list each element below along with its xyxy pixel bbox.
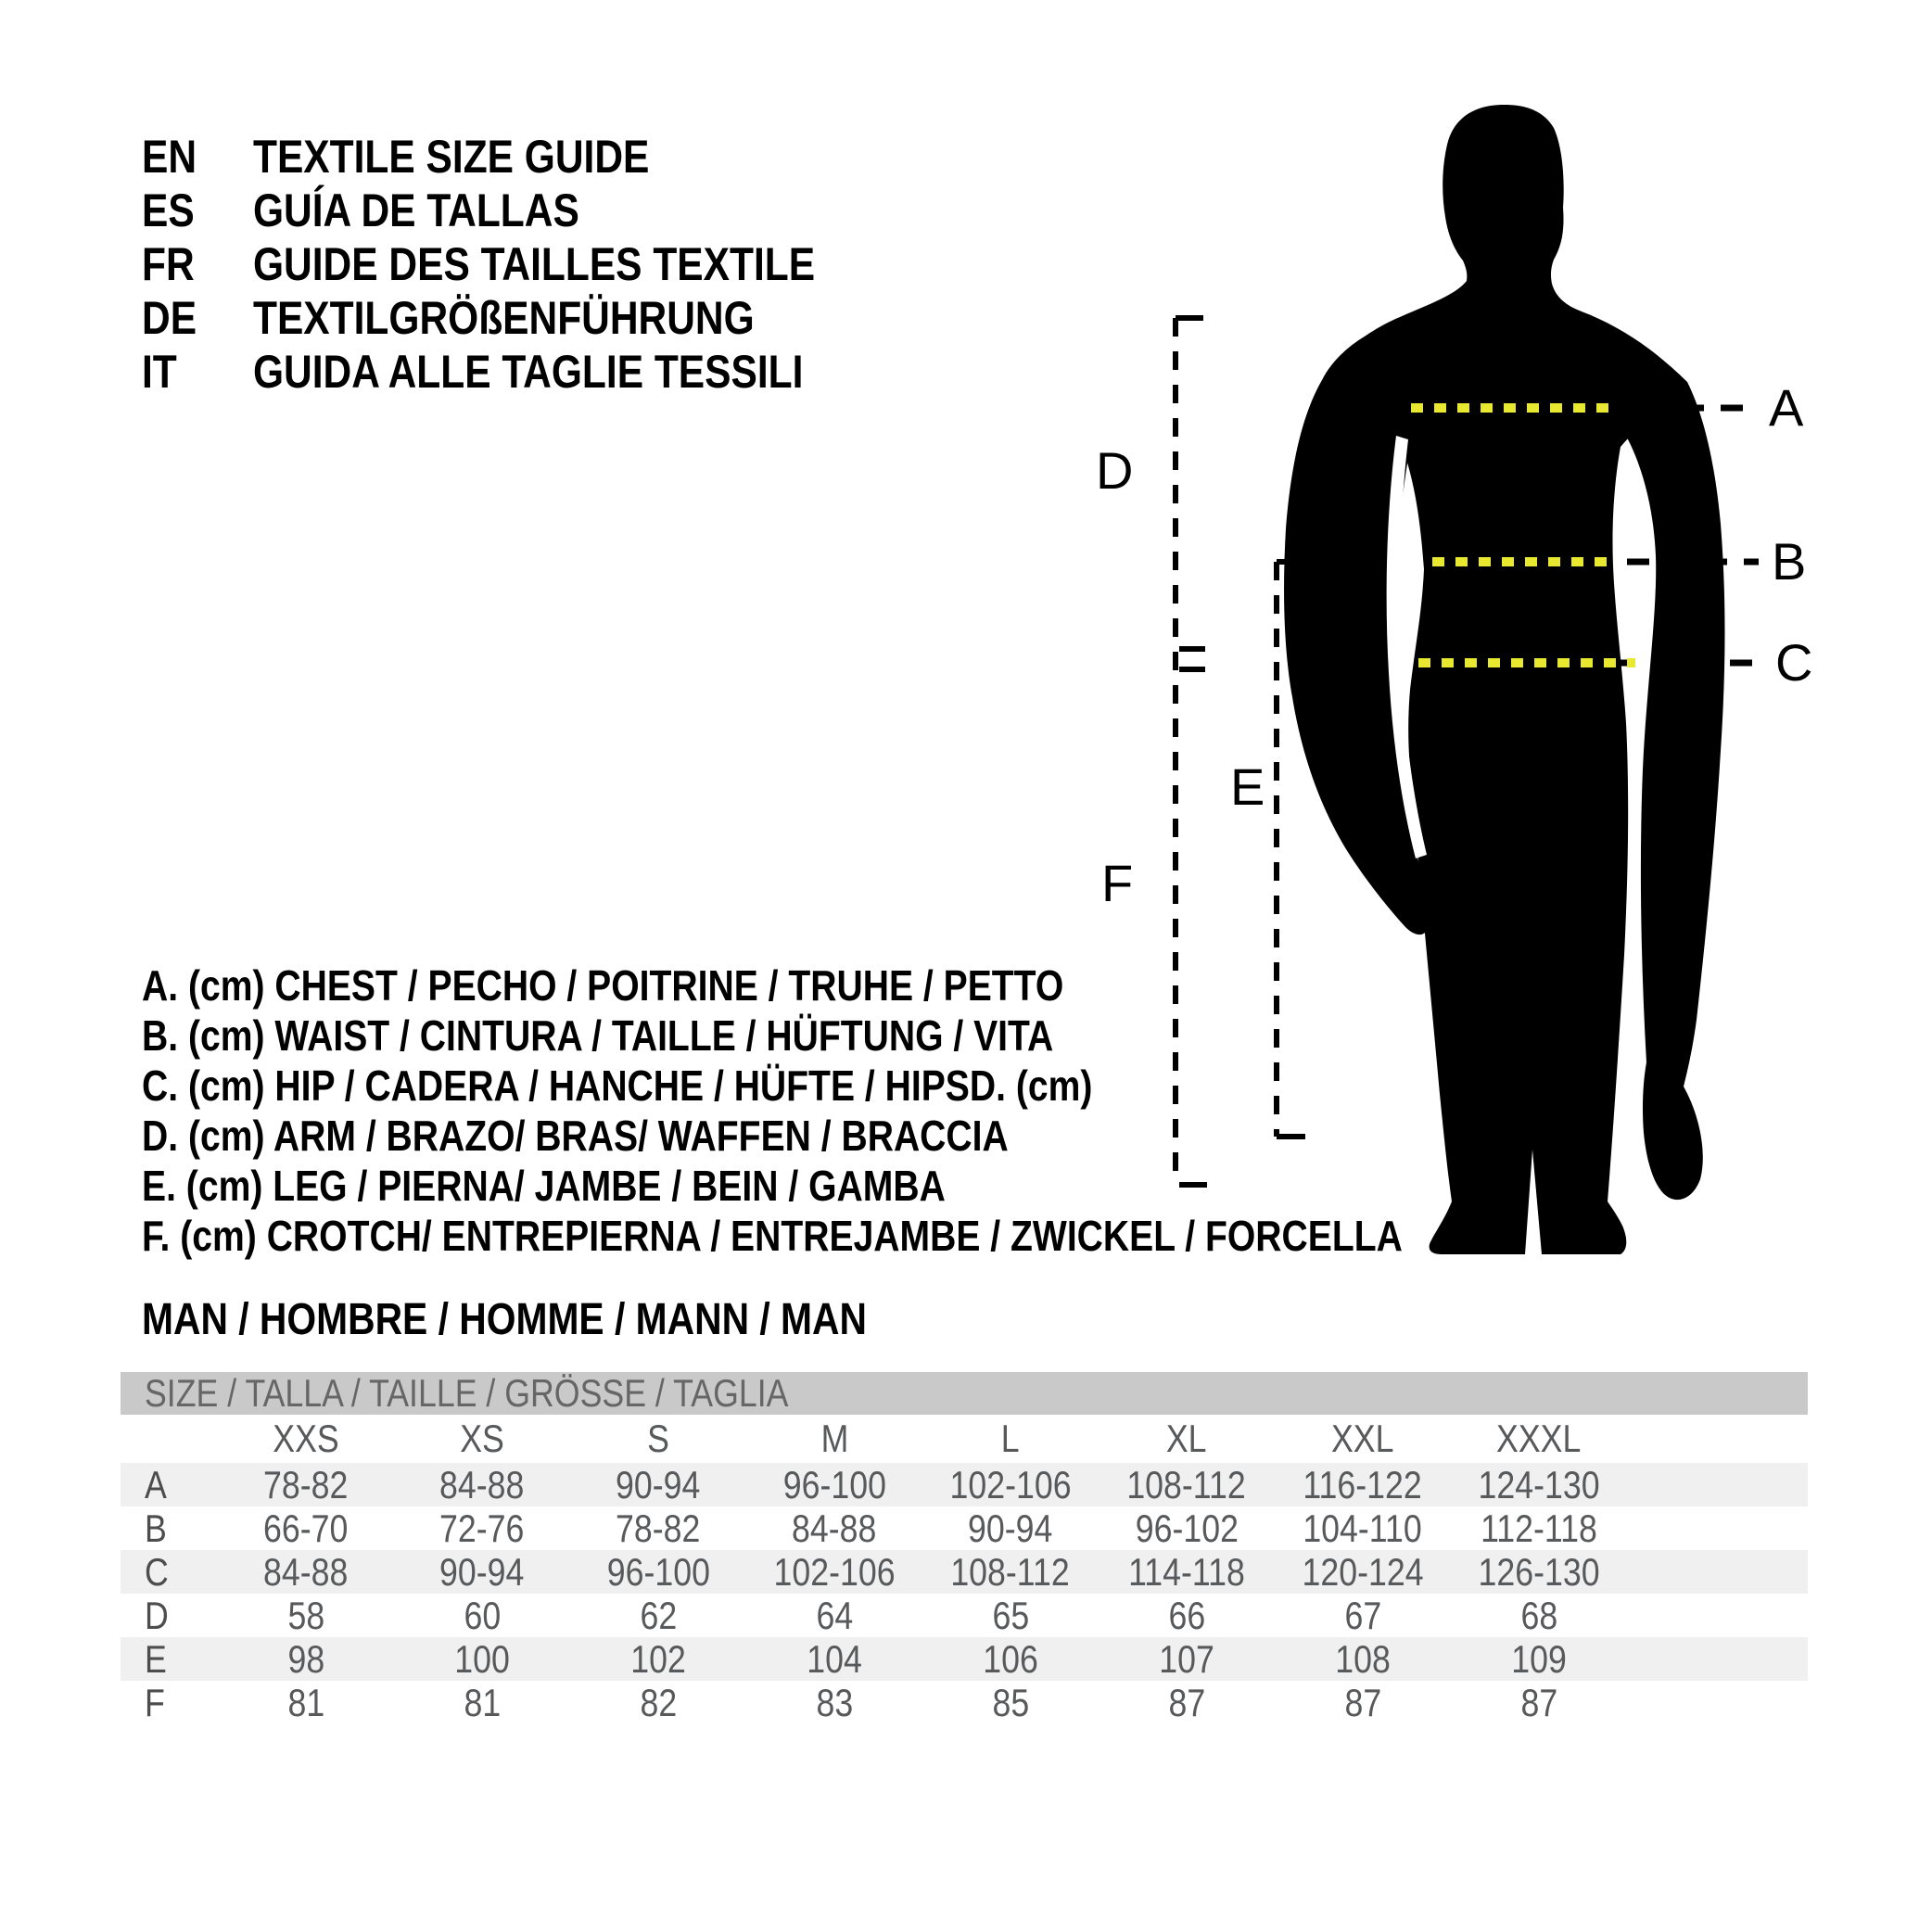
size-column-header [1275,1417,1451,1461]
table-cell [570,1637,746,1682]
guide-title-fr: GUIDE DES TAILLES TEXTILE [253,238,816,290]
size-column-header-text: XXL [1331,1417,1394,1460]
table-cell [394,1637,570,1682]
table-cell-text: 114-118 [1128,1550,1245,1594]
table-cell [1099,1681,1275,1725]
marker-label-leg: E [1230,757,1265,816]
legend-line-leg [142,1161,1625,1211]
row-label-text: E [145,1637,167,1681]
table-cell [746,1681,922,1725]
table-cell-text: 104-110 [1303,1506,1423,1550]
table-row [121,1506,1808,1550]
table-cell-text: 102 [630,1637,686,1681]
table-cell-text: 126-130 [1478,1550,1600,1594]
table-cell-text: 98 [287,1637,324,1681]
table-cell [570,1506,746,1551]
table-cell-text: 112-118 [1481,1506,1597,1550]
table-cell [746,1550,922,1595]
row-label [121,1463,218,1507]
language-code-text: FR [142,238,195,290]
table-row [121,1681,1808,1724]
language-code-text: DE [142,292,197,344]
marker-label-chest: A [1769,378,1804,437]
table-row [121,1637,1808,1681]
row-label-text: A [145,1463,167,1506]
size-column-header [1451,1417,1627,1461]
marker-label-arm: D [1096,441,1134,500]
table-cell-text: 85 [992,1681,1029,1724]
table-cell [570,1463,746,1507]
legend-line-crotch [142,1211,1625,1261]
table-cell-text: 96-100 [606,1550,710,1594]
table-cell-text: 66-70 [263,1506,349,1550]
row-label-text: B [145,1506,167,1550]
size-column-header [394,1417,570,1461]
table-cell-text: 81 [287,1681,324,1724]
row-label [121,1594,218,1638]
table-cell-text: 64 [816,1594,853,1637]
size-column-header [922,1417,1099,1461]
table-cell [394,1594,570,1638]
table-cell-text: 90-94 [968,1506,1053,1550]
table-cell-text: 96-102 [1135,1506,1239,1550]
legend-text: D. (cm) ARM / BRAZO/ BRAS/ WAFFEN / BRACCIA [142,1112,1009,1160]
table-cell [1099,1506,1275,1551]
marker-label-hip: C [1775,633,1813,692]
size-column-header-text: XXS [273,1417,339,1460]
table-cell-text: 102-106 [949,1463,1072,1506]
legend-text: F. (cm) CROTCH/ ENTREPIERNA / ENTREJAMBE / ZWICKEL / FORCELLA [142,1212,1403,1260]
table-cell [570,1594,746,1638]
table-cell [218,1506,394,1551]
legend-line-arm [142,1111,1625,1161]
table-cell [922,1637,1099,1682]
legend-text: E. (cm) LEG / PIERNA/ JAMBE / BEIN / GAMBA [142,1162,946,1210]
table-cell-text: 90-94 [439,1550,525,1594]
table-cell-text: 107 [1159,1637,1214,1681]
table-cell [1275,1594,1451,1638]
size-table [121,1372,1808,1724]
table-cell [1451,1550,1627,1595]
table-cell-text: 62 [640,1594,677,1637]
row-label-text: D [145,1594,169,1637]
category-text: MAN / HOMBRE / HOMME / MANN / MAN [142,1294,867,1344]
table-cell [746,1637,922,1682]
table-cell-text: 87 [1520,1681,1557,1724]
guide-title-en: TEXTILE SIZE GUIDE [253,131,650,183]
language-code-text: EN [142,131,197,183]
table-cell [1451,1637,1627,1682]
table-cell-text: 116-122 [1303,1463,1423,1506]
table-cell [570,1550,746,1595]
table-cell [1275,1681,1451,1725]
table-cell-text: 102-106 [773,1550,896,1594]
table-cell-text: 68 [1520,1594,1557,1637]
table-cell-text: 108-112 [1126,1463,1247,1506]
size-column-header-text: S [647,1417,669,1460]
table-cell-text: 66 [1168,1594,1205,1637]
measurement-legend [142,960,1625,1261]
table-cell [570,1681,746,1725]
table-cell-text: 83 [816,1681,853,1724]
table-cell-text: 108 [1335,1637,1391,1681]
table-cell-text: 81 [464,1681,501,1724]
legend-line-chest [142,960,1625,1010]
table-cell-text: 106 [983,1637,1038,1681]
table-cell-text: 120-124 [1302,1550,1424,1594]
table-cell-text: 104 [807,1637,862,1681]
table-cell [746,1594,922,1638]
table-cell [1275,1506,1451,1551]
table-cell-text: 108-112 [950,1550,1071,1594]
size-table-header-bar [121,1372,1808,1415]
marker-label-crotch: F [1101,854,1134,912]
table-cell [922,1550,1099,1595]
table-cell [1451,1594,1627,1638]
table-cell [394,1550,570,1595]
table-cell [218,1594,394,1638]
table-cell [922,1681,1099,1725]
table-row [121,1550,1808,1594]
table-cell-text: 78-82 [616,1506,701,1550]
table-cell [922,1594,1099,1638]
table-cell [922,1506,1099,1551]
table-cell-text: 82 [640,1681,677,1724]
marker-label-waist: B [1772,532,1807,591]
category-line [142,1292,995,1346]
table-cell [394,1681,570,1725]
table-cell [1451,1506,1627,1551]
table-cell-text: 109 [1511,1637,1567,1681]
table-cell [1451,1681,1627,1725]
table-row [121,1463,1808,1506]
table-cell [1275,1463,1451,1507]
size-column-header-text: M [820,1417,848,1460]
size-column-header-text: L [1001,1417,1020,1460]
table-cell [1275,1637,1451,1682]
table-cell [1099,1637,1275,1682]
size-column-header [746,1417,922,1461]
table-cell [1099,1550,1275,1595]
table-cell [218,1550,394,1595]
table-cell-text: 78-82 [263,1463,349,1506]
legend-line-waist [142,1010,1625,1061]
table-cell-text: 84-88 [263,1550,349,1594]
legend-text: B. (cm) WAIST / CINTURA / TAILLE / HÜFTUNG / VITA [142,1011,1054,1060]
table-cell [1451,1463,1627,1507]
table-cell [922,1463,1099,1507]
table-cell [218,1637,394,1682]
row-label [121,1550,218,1595]
table-cell [1275,1550,1451,1595]
table-cell-text: 87 [1344,1681,1381,1724]
table-cell-text: 96-100 [782,1463,886,1506]
table-cell-text: 87 [1168,1681,1205,1724]
table-cell-text: 72-76 [439,1506,525,1550]
table-cell [1099,1594,1275,1638]
row-label-text: C [145,1550,169,1594]
size-column-header [218,1417,394,1461]
table-cell-text: 84-88 [792,1506,877,1550]
row-label [121,1637,218,1682]
guide-title-es: GUÍA DE TALLAS [253,184,579,236]
row-label [121,1506,218,1551]
guide-title-it: GUIDA ALLE TAGLIE TESSILI [253,346,804,398]
size-columns-row [121,1415,1808,1463]
table-cell-text: 60 [464,1594,501,1637]
table-cell [746,1463,922,1507]
table-cell-text: 65 [992,1594,1029,1637]
size-table-body [121,1463,1808,1724]
size-column-header-text: XS [460,1417,504,1460]
table-cell-text: 100 [454,1637,510,1681]
legend-line-hip [142,1061,1625,1111]
size-column-header-text: XL [1166,1417,1207,1460]
legend-text: A. (cm) CHEST / PECHO / POITRINE / TRUHE / PETTO [142,961,1064,1010]
size-column-header-text: XXXL [1496,1417,1582,1460]
table-row [121,1594,1808,1637]
table-cell-text: 67 [1344,1594,1381,1637]
language-code-text: ES [142,184,195,236]
size-column-header [570,1417,746,1461]
guide-title-de: TEXTILGRÖßENFÜHRUNG [253,292,755,344]
language-code-text: IT [142,346,177,398]
table-cell [218,1463,394,1507]
row-label [121,1681,218,1725]
size-column-header [1099,1417,1275,1461]
table-cell-text: 58 [287,1594,324,1637]
table-cell [746,1506,922,1551]
legend-text: C. (cm) HIP / CADERA / HANCHE / HÜFTE / HIPSD. (cm) [142,1061,1093,1110]
table-cell [218,1681,394,1725]
size-table-header-text: SIZE / TALLA / TAILLE / GRÖSSE / TAGLIA [145,1371,789,1415]
table-cell-text: 84-88 [439,1463,525,1506]
table-cell [394,1463,570,1507]
table-cell [1099,1463,1275,1507]
row-label-text: F [145,1681,165,1724]
table-cell [394,1506,570,1551]
table-cell-text: 124-130 [1478,1463,1600,1506]
table-cell-text: 90-94 [616,1463,701,1506]
